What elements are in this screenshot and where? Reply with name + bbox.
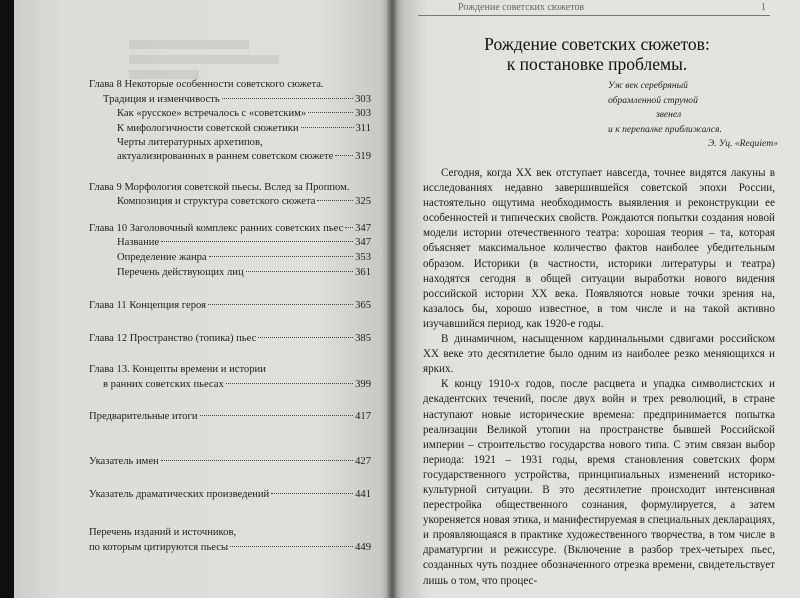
toc-row — [117, 251, 371, 265]
toc-row — [103, 93, 371, 107]
chapter-title — [452, 34, 742, 74]
toc-page-number: 347 — [355, 237, 371, 248]
toc-chapter-12 — [89, 332, 371, 346]
epigraph-line: звенел — [656, 109, 682, 120]
toc-chapter-13 — [89, 363, 266, 377]
toc-leader — [209, 256, 353, 257]
toc-entry-text: Перечень изданий и источников, — [89, 527, 237, 538]
toc-page-number: 361 — [355, 267, 371, 278]
running-head-page: 1 — [761, 2, 766, 13]
toc-entry-text: Предварительные итоги — [89, 411, 198, 422]
toc-leader — [335, 155, 353, 156]
toc-leader — [345, 227, 353, 228]
toc-chapter-9 — [89, 181, 350, 195]
toc-leader — [200, 415, 354, 416]
toc-sources — [89, 526, 236, 540]
toc-entry-text: Глава 11 Концепция героя — [89, 300, 206, 311]
toc-row — [117, 195, 371, 209]
toc-entry-text: Определение жанра — [117, 252, 207, 263]
toc-leader — [161, 241, 353, 242]
toc-page-number: 365 — [355, 300, 371, 311]
toc-preliminary-results — [89, 410, 371, 424]
toc-page-number: 325 — [355, 196, 371, 207]
toc-chapter-8 — [89, 78, 324, 92]
toc-leader — [161, 460, 353, 461]
toc-entry-text: Указатель имен — [89, 456, 159, 467]
toc-page-number: 303 — [355, 94, 371, 105]
toc-page-number: 311 — [355, 123, 371, 134]
toc-index-works — [89, 488, 371, 502]
toc-page-number: 303 — [355, 108, 371, 119]
toc-row — [89, 541, 371, 555]
epigraph — [608, 79, 778, 152]
toc-leader — [258, 337, 353, 338]
toc-leader — [308, 112, 353, 113]
toc-row — [117, 236, 371, 250]
running-head — [418, 2, 770, 16]
epigraph-line: обрамленной струной — [608, 94, 698, 106]
toc-page-number: 427 — [355, 456, 371, 467]
toc-entry-text: Перечень действующих лиц — [117, 267, 244, 278]
toc-leader — [222, 98, 353, 99]
epigraph-line: и к перепалке приближался. — [608, 123, 722, 135]
toc-page-number: 319 — [355, 151, 371, 162]
paragraph: К концу 1910-х годов, после расцвета и упадка символистских и декадентских течений, после двух войн и трех революций, в стране наступают новые исторические времена: предпринимается попытка реализации Великой утопии на пространстве бывшей Российской империи – строительство государства нового типа. С этим связан выбор периода: 1921 – 1931 годы, время становления советских форм государственного устройства, принципиальных изменений историко-культурной ситуации. В это десятилетие происходит интенсивная перестройка общественного сознания, формулируется, а затем укореняется новая этика, и манифестируемая в специальных декларациях, и проявляющаяся в практике художественного творчества, в том числе в драматургии и режиссуре. (Включение в разбор трех-четырех пьес, созданных чуть позднее обозначенного отрезка времени, свидетельствует лишь о том, что процес- — [423, 378, 775, 587]
epigraph-line: Уж век серебряный — [608, 80, 688, 91]
toc-leader — [301, 127, 354, 128]
running-head-title: Рождение советских сюжетов — [458, 2, 585, 13]
toc-leader — [230, 546, 353, 547]
book-gutter — [386, 0, 398, 598]
body-text — [423, 166, 775, 589]
toc-entry-text: Глава 10 Заголовочный комплекс ранних советских пьес — [89, 223, 344, 234]
toc-row — [117, 122, 371, 136]
toc-entry-text: актуализированных в раннем советском сюжете — [117, 151, 334, 162]
toc-entry-text: Традиция и изменчивость — [103, 94, 220, 105]
toc-leader — [271, 493, 353, 494]
toc-page-number: 353 — [355, 252, 371, 263]
toc-entry-text: Глава 8 Некоторые особенности советского сюжета. — [89, 79, 324, 90]
paragraph: В динамичном, насыщенном кардинальными сдвигами российском XX веке это десятилетие было одним из наиболее резко меняющихся и ярких. — [423, 333, 775, 376]
epigraph-author: Э. Уц. «Requiem» — [707, 138, 778, 149]
toc-row — [117, 266, 371, 280]
chapter-title-line-1: Рождение советских сюжетов: — [484, 34, 710, 54]
toc-entry-text: Черты литературных архетипов, — [117, 137, 263, 148]
toc-entry-text: Название — [117, 237, 160, 248]
toc-entry-text: Глава 12 Пространство (топика) пьес — [89, 333, 257, 344]
toc-page-number: 385 — [355, 333, 371, 344]
toc-row — [103, 378, 371, 392]
toc-leader — [246, 271, 354, 272]
chapter-title-line-2: к постановке проблемы. — [506, 54, 688, 74]
toc-entry-text: Композиция и структура советского сюжета — [117, 196, 316, 207]
toc-row — [117, 136, 263, 150]
toc-entry-text: Как «русское» встречалось с «советским» — [117, 108, 307, 119]
toc-leader — [317, 200, 353, 201]
toc-leader — [226, 383, 353, 384]
toc-entry-text: в ранних советских пьесах — [103, 379, 224, 390]
paragraph: Сегодня, когда XX век отступает навсегда, точнее видятся лакуны в исследованиях недавно завершившейся советской эпохи России, настоятельно ощутима необходимость выявления и реконструкции ее особенностей и типических свойств. Рождаются попытки создания новой модели истории отечественного театра: хорошая теория – та, которая объясняет максимальное количество фактов наиболее убедительным образом. Историки (в частности, историки литературы и театра) находятся сегодня в общей ситуации выработки нового видения российской истории XX века. Появляются новые точки зрения на, казалось бы, хорошо известное, в том числе и на такой активно изучавшийся период, как 1920-е годы. — [423, 167, 775, 330]
toc-entry-text: Глава 13. Концепты времени и истории — [89, 364, 266, 375]
toc-entry-text: по которым цитируются пьесы — [89, 542, 229, 553]
toc-index-names — [89, 455, 371, 469]
toc-entry-text: К мифологичности советской сюжетики — [117, 123, 299, 134]
toc-page-number: 399 — [355, 379, 371, 390]
toc-page-number: 417 — [355, 411, 371, 422]
toc-leader — [208, 304, 353, 305]
toc-entry-text: Глава 9 Морфология советской пьесы. Вслед за Проппом. — [89, 182, 350, 193]
toc-chapter-11 — [89, 299, 371, 313]
toc-page-number: 449 — [355, 542, 371, 553]
toc-chapter-10 — [89, 222, 371, 236]
toc-row — [117, 107, 371, 121]
toc-entry-text: Указатель драматических произведений — [89, 489, 270, 500]
toc-page-number: 441 — [355, 489, 371, 500]
toc-row — [117, 150, 371, 164]
toc-page-number: 347 — [355, 223, 371, 234]
